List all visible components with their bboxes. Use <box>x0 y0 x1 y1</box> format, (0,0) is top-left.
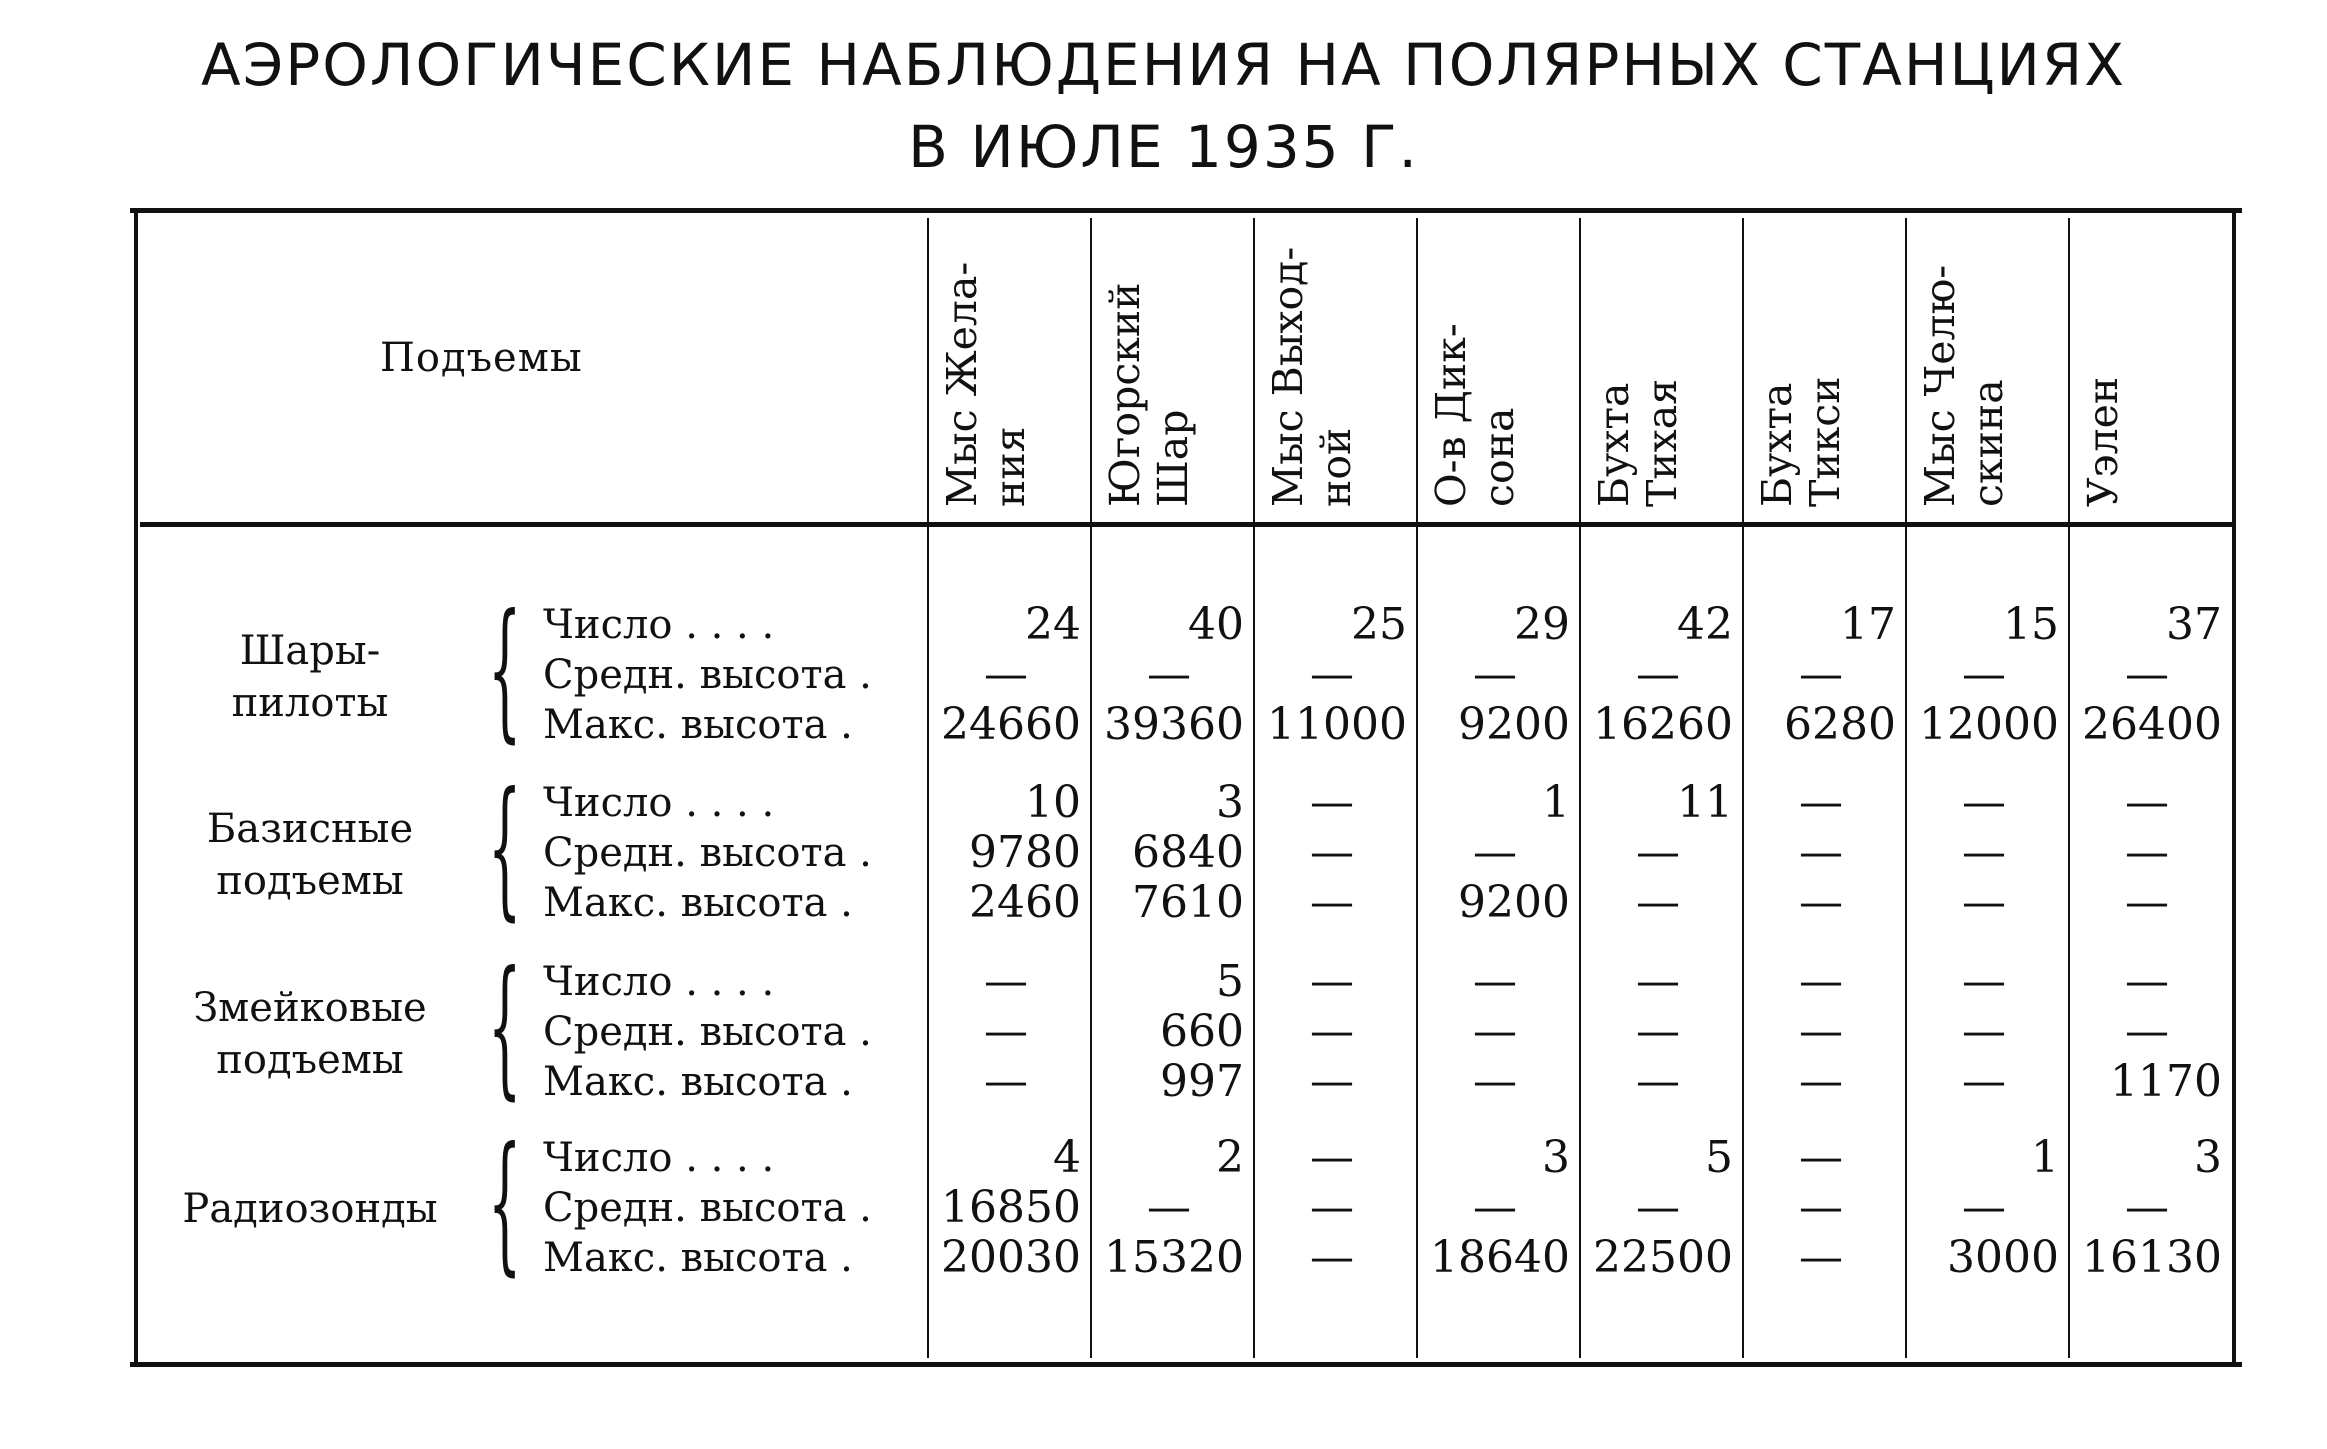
table-cell: — <box>1473 956 1517 1007</box>
row-label: Число . . . . <box>543 959 775 1005</box>
table-cell: 16260 <box>1593 699 1733 750</box>
row-label: Число . . . . <box>543 1135 775 1181</box>
table-cell: 25 <box>1351 599 1407 650</box>
table-cell: 1 <box>1542 777 1570 828</box>
table-cell: 40 <box>1188 599 1244 650</box>
table-cell: — <box>1799 1132 1843 1183</box>
group-label <box>160 625 460 729</box>
station-header <box>927 225 1090 515</box>
table-cell: — <box>1799 827 1843 878</box>
table-cell: 4 <box>1053 1132 1081 1183</box>
table-cell: — <box>1147 649 1191 700</box>
station-header-line: Тихая <box>1638 378 1686 507</box>
table-cell: — <box>1310 827 1354 878</box>
station-header-line: Югорский <box>1101 282 1149 507</box>
table-cell: 12000 <box>1919 699 2059 750</box>
station-header-line: Шар <box>1149 409 1197 507</box>
table-cell: 29 <box>1514 599 1570 650</box>
station-header-line: Бухта <box>1753 382 1801 507</box>
table-cell: 3 <box>1216 777 1244 828</box>
table-cell: 10 <box>1025 777 1081 828</box>
group-label <box>160 982 460 1086</box>
header-podemy: Подъемы <box>380 335 583 381</box>
table-cell: 660 <box>1160 1006 1244 1057</box>
table-title-line-2: В ИЮЛЕ 1935 Г. <box>908 113 1419 181</box>
table-cell: 11 <box>1677 777 1733 828</box>
table-cell: — <box>1473 649 1517 700</box>
station-header-line: Бухта <box>1590 382 1638 507</box>
table-cell: — <box>1636 827 1680 878</box>
table-cell: — <box>1962 1006 2006 1057</box>
table-cell: 997 <box>1160 1056 1244 1107</box>
table-cell: 1 <box>2031 1132 2059 1183</box>
station-header-line: Мыс Челю- <box>1916 264 1964 507</box>
station-header-line: ния <box>986 426 1034 507</box>
curly-brace-icon: { <box>488 940 522 1114</box>
table-cell: — <box>1962 1056 2006 1107</box>
table-cell: — <box>1310 1232 1354 1283</box>
table-cell: — <box>2125 827 2169 878</box>
table-cell: 24660 <box>941 699 1081 750</box>
row-label: Средн. высота . <box>543 652 872 698</box>
table-cell: — <box>1636 956 1680 1007</box>
table-cell: 17 <box>1840 599 1896 650</box>
table-cell: — <box>984 956 1028 1007</box>
station-header-line: О-в Дик- <box>1427 323 1475 507</box>
table-cell: — <box>1799 956 1843 1007</box>
table-left-border <box>134 212 138 1362</box>
group-label-line: подъемы <box>216 858 404 904</box>
table-cell: 16850 <box>941 1182 1081 1233</box>
table-cell: 15320 <box>1104 1232 1244 1283</box>
station-header-line: Мыс Жела- <box>938 261 986 507</box>
table-cell: — <box>1310 1182 1354 1233</box>
table-cell: — <box>2125 1182 2169 1233</box>
table-cell: 18640 <box>1430 1232 1570 1283</box>
curly-brace-icon: { <box>488 583 522 757</box>
table-cell: — <box>1147 1182 1191 1233</box>
table-cell: — <box>1636 1006 1680 1057</box>
table-cell: — <box>1310 956 1354 1007</box>
table-cell: — <box>2125 777 2169 828</box>
table-cell: 42 <box>1677 599 1733 650</box>
table-cell: 5 <box>1705 1132 1733 1183</box>
table-right-border <box>2232 212 2236 1362</box>
table-cell: — <box>2125 649 2169 700</box>
table-cell: — <box>1310 877 1354 928</box>
table-cell: 6280 <box>1784 699 1896 750</box>
table-cell: — <box>1473 827 1517 878</box>
table-cell: — <box>1962 956 2006 1007</box>
table-cell: 24 <box>1025 599 1081 650</box>
row-label: Макс. высота . <box>543 702 853 748</box>
table-cell: 9200 <box>1458 699 1570 750</box>
row-label: Число . . . . <box>543 602 775 648</box>
group-label-line: Базисные <box>206 806 414 852</box>
table-cell: — <box>1310 1006 1354 1057</box>
table-cell: — <box>1799 877 1843 928</box>
table-cell: 3 <box>2194 1132 2222 1183</box>
table-cell: 1170 <box>2110 1056 2222 1107</box>
header-bottom-rule <box>140 522 2232 527</box>
station-header <box>1090 225 1253 515</box>
table-cell: 39360 <box>1104 699 1244 750</box>
table-cell: — <box>1962 827 2006 878</box>
table-cell: — <box>1636 877 1680 928</box>
table-cell: 22500 <box>1593 1232 1733 1283</box>
table-cell: — <box>2125 877 2169 928</box>
station-header <box>1579 225 1742 515</box>
group-label-line: Шары- <box>239 628 381 674</box>
group-label-line: Радиозонды <box>182 1186 438 1232</box>
table-cell: — <box>1962 649 2006 700</box>
table-cell: 37 <box>2166 599 2222 650</box>
curly-brace-icon: { <box>488 1116 522 1290</box>
row-label: Средн. высота . <box>543 1009 872 1055</box>
table-cell: — <box>1636 1182 1680 1233</box>
table-cell: — <box>1962 777 2006 828</box>
group-label-line: Змейковые <box>193 985 427 1031</box>
table-cell: — <box>1799 1232 1843 1283</box>
row-label: Число . . . . <box>543 780 775 826</box>
station-header <box>1905 225 2068 515</box>
table-cell: — <box>1473 1056 1517 1107</box>
row-label: Макс. высота . <box>543 1235 853 1281</box>
table-cell: 3000 <box>1947 1232 2059 1283</box>
row-label: Средн. высота . <box>543 1185 872 1231</box>
table-cell: 2 <box>1216 1132 1244 1183</box>
station-header-line: ной <box>1312 427 1360 507</box>
table-cell: 9200 <box>1458 877 1570 928</box>
table-cell: 15 <box>2003 599 2059 650</box>
table-cell: 11000 <box>1267 699 1407 750</box>
table-cell: — <box>1636 1056 1680 1107</box>
group-label-line: пилоты <box>231 680 389 726</box>
table-cell: — <box>1310 1132 1354 1183</box>
table-cell: 2460 <box>969 877 1081 928</box>
table-cell: — <box>1310 1056 1354 1107</box>
table-cell: 20030 <box>941 1232 1081 1283</box>
table-cell: 3 <box>1542 1132 1570 1183</box>
station-header-line: Мыс Выход- <box>1264 246 1312 507</box>
station-header <box>1742 225 1905 515</box>
group-label <box>160 1183 460 1235</box>
table-cell: — <box>1473 1182 1517 1233</box>
station-header-line: Тикси <box>1801 376 1849 507</box>
table-cell: 26400 <box>2082 699 2222 750</box>
table-cell: — <box>1473 1006 1517 1057</box>
table-cell: — <box>1636 649 1680 700</box>
table-top-rule <box>130 208 2242 213</box>
table-cell: — <box>984 1006 1028 1057</box>
table-cell: — <box>2125 1006 2169 1057</box>
table-cell: 6840 <box>1132 827 1244 878</box>
table-cell: 5 <box>1216 956 1244 1007</box>
table-cell: 7610 <box>1132 877 1244 928</box>
station-header-line: Уэлен <box>2079 376 2127 507</box>
row-label: Макс. высота . <box>543 1059 853 1105</box>
table-cell: — <box>1962 1182 2006 1233</box>
table-cell: — <box>984 649 1028 700</box>
group-label <box>160 803 460 907</box>
station-header-line: скина <box>1964 379 2012 507</box>
row-label: Макс. высота . <box>543 880 853 926</box>
table-title-line-1: АЭРОЛОГИЧЕСКИЕ НАБЛЮДЕНИЯ НА ПОЛЯРНЫХ СТАНЦИЯХ <box>201 31 2126 99</box>
table-cell: — <box>1799 1182 1843 1233</box>
curly-brace-icon: { <box>488 761 522 935</box>
table-cell: — <box>1310 777 1354 828</box>
station-header <box>2068 225 2231 515</box>
table-cell: — <box>1799 649 1843 700</box>
table-bottom-rule <box>130 1362 2242 1367</box>
table-cell: 9780 <box>969 827 1081 878</box>
table-cell: — <box>2125 956 2169 1007</box>
station-header-line: сона <box>1475 407 1523 507</box>
table-cell: — <box>1799 1056 1843 1107</box>
table-cell: — <box>1310 649 1354 700</box>
station-header <box>1253 225 1416 515</box>
table-cell: 16130 <box>2082 1232 2222 1283</box>
station-header <box>1416 225 1579 515</box>
table-cell: — <box>1962 877 2006 928</box>
row-label: Средн. высота . <box>543 830 872 876</box>
table-cell: — <box>1799 777 1843 828</box>
group-label-line: подъемы <box>216 1037 404 1083</box>
table-cell: — <box>984 1056 1028 1107</box>
table-cell: — <box>1799 1006 1843 1057</box>
